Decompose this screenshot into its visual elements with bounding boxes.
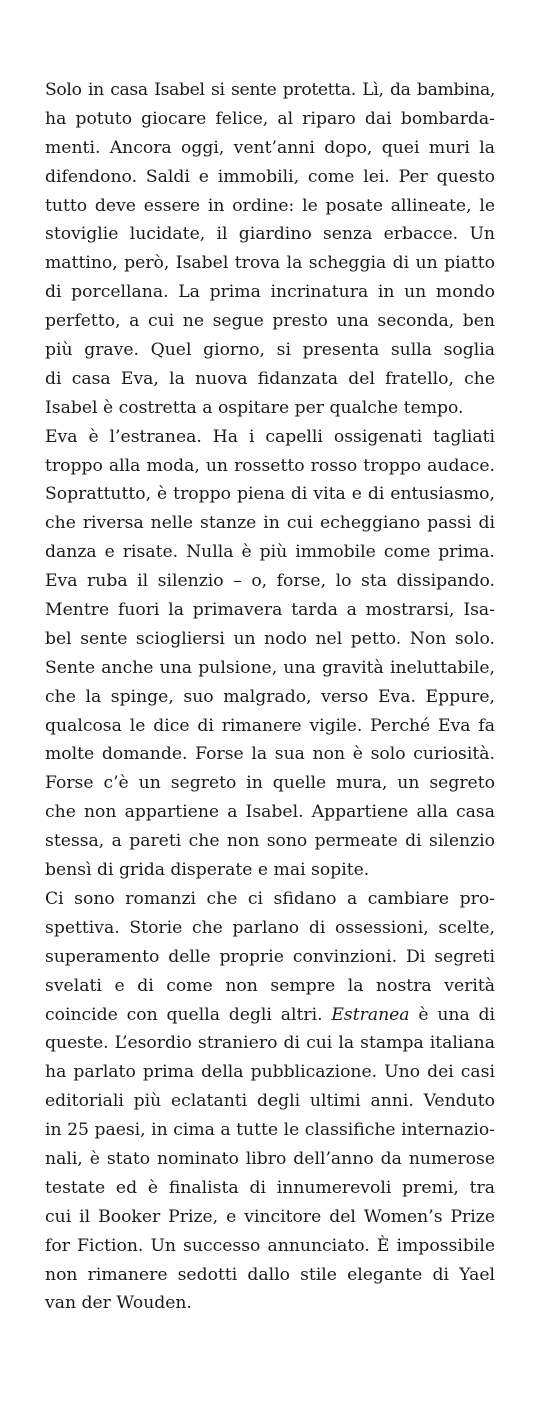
text-line: che la spinge, suo malgrado, verso Eva. Eppure,: [45, 686, 495, 707]
text-line: nali, è stato nominato libro dell’anno da numerose: [45, 1148, 495, 1169]
text-line: svelati e di come non sempre la nostra verità: [45, 975, 495, 996]
text-line: superamento delle proprie convinzioni. Di segreti: [45, 946, 495, 967]
text-line: stessa, a pareti che non sono permeate di silenzio: [45, 831, 495, 852]
text-line: in 25 paesi, in cima a tutte le classifiche internazio-: [45, 1120, 495, 1141]
text-line: che non appartiene a Isabel. Appartiene alla casa: [45, 802, 495, 823]
text-line: testate ed è finalista di innumerevoli premi, tra: [45, 1177, 495, 1198]
text-line: menti. Ancora oggi, vent’anni dopo, quei muri la: [45, 137, 495, 158]
text-line: for Fiction. Un successo annunciato. È impossibile: [45, 1235, 495, 1256]
text-line: Eva è l’estranea. Ha i capelli ossigenati tagliati: [45, 426, 495, 447]
text-line: difendono. Saldi e immobili, come lei. Per questo: [45, 166, 495, 187]
text-line: Isabel è costretta a ospitare per qualche tempo.: [45, 397, 464, 418]
text-line: danza e risate. Nulla è più immobile come prima.: [45, 542, 495, 563]
text-line: qualcosa le dice di rimanere vigile. Perché Eva fa: [45, 715, 495, 736]
text-line: spettiva. Storie che parlano di ossessioni, scelte,: [45, 917, 495, 938]
text-line: di casa Eva, la nuova fidanzata del fratello, che: [45, 368, 495, 389]
text-line: che riversa nelle stanze in cui echeggiano passi di: [45, 513, 495, 534]
text-line: Solo in casa Isabel si sente protetta. Lì, da bambina,: [45, 80, 495, 100]
text-line: stoviglie lucidate, il giardino senza erbacce. Un: [45, 224, 495, 245]
text-line: cui il Booker Prize, e vincitore del Women’s Prize: [45, 1206, 495, 1227]
text-line: troppo alla moda, un rossetto rosso troppo audace.: [45, 455, 495, 476]
text-line: Forse c’è un segreto in quelle mura, un segreto: [45, 773, 495, 794]
text-line: van der Wouden.: [45, 1293, 192, 1314]
text-line: bensì di grida disperate e mai sopite.: [45, 860, 370, 881]
text-segment: coincide con quella degli altri.: [45, 1004, 332, 1025]
paragraph-3: [45, 885, 495, 1318]
text-line: editoriali più eclatanti degli ultimi anni. Venduto: [45, 1091, 495, 1112]
text-line: Mentre fuori la primavera tarda a mostrarsi, Isa-: [45, 600, 495, 621]
text-line: ha potuto giocare felice, al riparo dai bombarda-: [45, 108, 495, 129]
text-line: Ci sono romanzi che ci sfidano a cambiare pro-: [45, 888, 495, 909]
text-line: Soprattutto, è troppo piena di vita e di entusiasmo,: [45, 484, 495, 505]
paragraph-2: [45, 423, 495, 885]
book-title: Estranea: [331, 1004, 410, 1025]
text-line: ha parlato prima della pubblicazione. Uno dei casi: [45, 1062, 495, 1083]
text-line: mattino, però, Isabel trova la scheggia di un piatto: [45, 253, 495, 274]
text-line-with-title: [45, 1001, 495, 1030]
text-segment: è una di: [409, 1004, 495, 1025]
text-line: perfetto, a cui ne segue presto una seconda, ben: [45, 311, 495, 332]
text-line: più grave. Quel giorno, si presenta sulla soglia: [45, 340, 495, 361]
text-line: non rimanere sedotti dallo stile elegante di Yael: [45, 1264, 495, 1285]
text-line: molte domande. Forse la sua non è solo curiosità.: [45, 744, 495, 765]
book-description: [45, 76, 495, 1318]
text-line: bel sente sciogliersi un nodo nel petto. Non solo.: [45, 628, 495, 649]
text-line: queste. L’esordio straniero di cui la stampa italiana: [45, 1033, 495, 1054]
text-line: Eva ruba il silenzio – o, forse, lo sta dissipando.: [45, 571, 495, 592]
text-line: tutto deve essere in ordine: le posate allineate, le: [45, 195, 495, 216]
paragraph-1: [45, 76, 495, 423]
text-line: di porcellana. La prima incrinatura in un mondo: [45, 282, 495, 303]
text-line: Sente anche una pulsione, una gravità ineluttabile,: [45, 657, 495, 678]
